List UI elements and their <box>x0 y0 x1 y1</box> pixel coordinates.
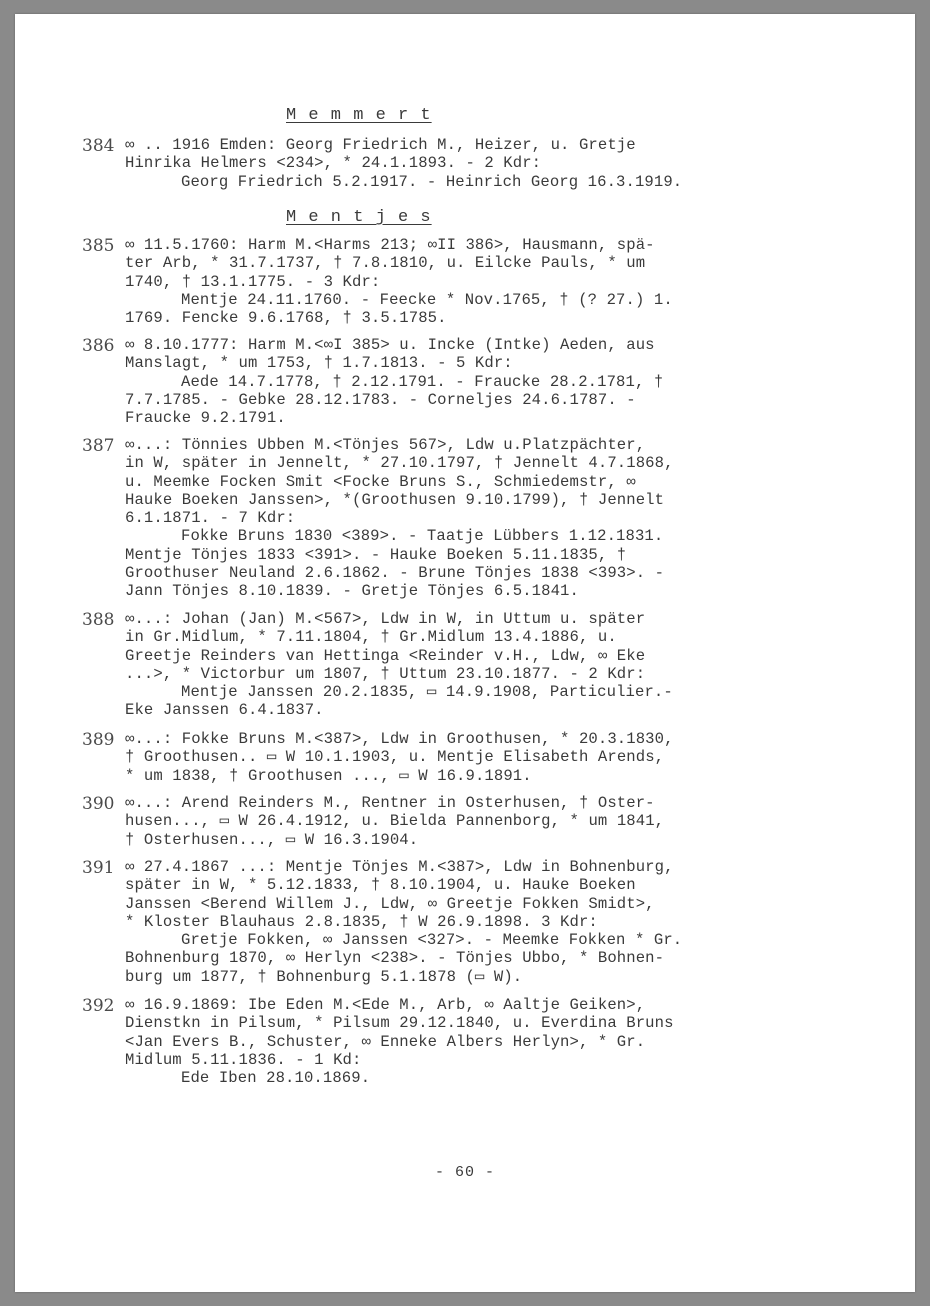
entry-line: ∞ 11.5.1760: Harm M.<Harms 213; ∞II 386>, Hausmann, spä- <box>125 236 655 254</box>
entry-line: Jann Tönjes 8.10.1839. - Gretje Tönjes 6.5.1841. <box>125 582 579 601</box>
entry-line: 1740, † 13.1.1775. - 3 Kdr: <box>125 272 381 291</box>
entry-number: 390 <box>82 794 115 814</box>
entry-number: 387 <box>82 436 115 456</box>
entry-number: 384 <box>82 136 115 156</box>
entry-line: ∞...: Johan (Jan) M.<567>, Ldw in W, in Uttum u. später <box>125 610 646 628</box>
entry-392 <box>82 996 825 1088</box>
entry-number: 386 <box>82 336 115 356</box>
entry-line: ter Arb, * 31.7.1737, † 7.8.1810, u. Eilcke Pauls, * um <box>125 254 646 273</box>
entry-line: Bohnenburg 1870, ∞ Herlyn <238>. - Tönjes Ubbo, * Bohnen- <box>125 949 665 968</box>
entry-line: burg um 1877, † Bohnenburg 5.1.1878 (▭ W). <box>125 967 523 986</box>
entry-385 <box>82 236 825 328</box>
entry-line: Groothuser Neuland 2.6.1862. - Brune Tönjes 1838 <393>. - <box>125 564 665 583</box>
entry-line: † Osterhusen..., ▭ W 16.3.1904. <box>125 830 419 849</box>
entry-number: 388 <box>82 610 115 630</box>
entry-line: ∞...: Tönnies Ubben M.<Tönjes 567>, Ldw u.Platzpächter, <box>125 436 646 454</box>
entry-line: Dienstkn in Pilsum, * Pilsum 29.12.1840, u. Everdina Bruns <box>125 1014 674 1033</box>
entry-line: <Jan Evers B., Schuster, ∞ Enneke Albers Herlyn>, * Gr. <box>125 1032 646 1051</box>
entry-line: 1769. Fencke 9.6.1768, † 3.5.1785. <box>125 309 447 328</box>
entry-line: 7.7.1785. - Gebke 28.12.1783. - Corneljes 24.6.1787. - <box>125 390 636 409</box>
entry-line: Georg Friedrich 5.2.1917. - Heinrich Georg 16.3.1919. <box>181 172 683 191</box>
entry-number: 392 <box>82 996 115 1016</box>
entry-line: Fokke Bruns 1830 <389>. - Taatje Lübbers 1.12.1831. <box>181 527 664 546</box>
entry-390 <box>82 794 825 849</box>
entry-line: ∞ .. 1916 Emden: Georg Friedrich M., Heizer, u. Gretje <box>125 136 636 154</box>
entry-line: ∞ 8.10.1777: Harm M.<∞I 385> u. Incke (Intke) Aeden, aus <box>125 336 655 354</box>
entry-line: später in W, * 5.12.1833, † 8.10.1904, u. Hauke Boeken <box>125 876 636 895</box>
entry-387 <box>82 436 825 601</box>
entry-line: Mentje 24.11.1760. - Feecke * Nov.1765, † (? 27.) 1. <box>181 290 673 309</box>
entry-line: ∞ 16.9.1869: Ibe Eden M.<Ede M., Arb, ∞ Aaltje Geiken>, <box>125 996 646 1014</box>
page-number: - 60 - <box>434 1164 495 1181</box>
entry-line: Janssen <Berend Willem J., Ldw, ∞ Greetje Fokken Smidt>, <box>125 894 655 913</box>
entry-line: Eke Janssen 6.4.1837. <box>125 701 324 720</box>
entry-line: 6.1.1871. - 7 Kdr: <box>125 509 296 528</box>
entry-line: husen..., ▭ W 26.4.1912, u. Bielda Pannenborg, * um 1841, <box>125 812 665 831</box>
entry-line: * um 1838, † Groothusen ..., ▭ W 16.9.1891. <box>125 766 532 785</box>
entry-line: in Gr.Midlum, * 7.11.1804, † Gr.Midlum 13.4.1886, u. <box>125 628 617 647</box>
entry-line: Aede 14.7.1778, † 2.12.1791. - Fraucke 28.2.1781, † <box>181 372 664 391</box>
entry-number: 385 <box>82 236 115 256</box>
heading-memmert: M e m m e r t <box>286 106 432 125</box>
entry-line: u. Meemke Focken Smit <Focke Bruns S., Schmiedemstr, ∞ <box>125 472 636 491</box>
entry-line: Greetje Reinders van Hettinga <Reinder v.H., Ldw, ∞ Eke <box>125 646 646 665</box>
entry-line: Gretje Fokken, ∞ Janssen <327>. - Meemke Fokken * Gr. <box>181 931 683 950</box>
entry-line: Ede Iben 28.10.1869. <box>181 1069 371 1088</box>
entry-line: Mentje Tönjes 1833 <391>. - Hauke Boeken 5.11.1835, † <box>125 545 627 564</box>
entry-number: 389 <box>82 730 115 750</box>
entry-391 <box>82 858 825 986</box>
entry-line: Mentje Janssen 20.2.1835, ▭ 14.9.1908, Particulier.- <box>181 683 673 702</box>
entry-line: Fraucke 9.2.1791. <box>125 409 286 428</box>
entry-line: * Kloster Blauhaus 2.8.1835, † W 26.9.1898. 3 Kdr: <box>125 912 598 931</box>
document-page <box>15 14 915 1292</box>
entry-line: † Groothusen.. ▭ W 10.1.1903, u. Mentje Elisabeth Arends, <box>125 748 665 767</box>
entry-388 <box>82 610 825 720</box>
entry-line: ∞ 27.4.1867 ...: Mentje Tönjes M.<387>, Ldw in Bohnenburg, <box>125 858 674 876</box>
entry-line: ∞...: Fokke Bruns M.<387>, Ldw in Groothusen, * 20.3.1830, <box>125 730 674 748</box>
entry-384 <box>82 136 825 191</box>
entry-number: 391 <box>82 858 115 878</box>
entry-386 <box>82 336 825 428</box>
entry-line: in W, später in Jennelt, * 27.10.1797, † Jennelt 4.7.1868, <box>125 454 674 473</box>
entry-line: Hauke Boeken Janssen>, *(Groothusen 9.10.1799), † Jennelt <box>125 490 665 509</box>
entry-line: ...>, * Victorbur um 1807, † Uttum 23.10.1877. - 2 Kdr: <box>125 664 646 683</box>
entry-389 <box>82 730 825 785</box>
entry-line: ∞...: Arend Reinders M., Rentner in Osterhusen, † Oster- <box>125 794 655 812</box>
entry-line: Hinrika Helmers <234>, * 24.1.1893. - 2 Kdr: <box>125 154 542 173</box>
entry-line: Manslagt, * um 1753, † 1.7.1813. - 5 Kdr: <box>125 354 513 373</box>
heading-mentjes: M e n t j e s <box>286 208 432 227</box>
entry-line: Midlum 5.11.1836. - 1 Kd: <box>125 1050 362 1069</box>
